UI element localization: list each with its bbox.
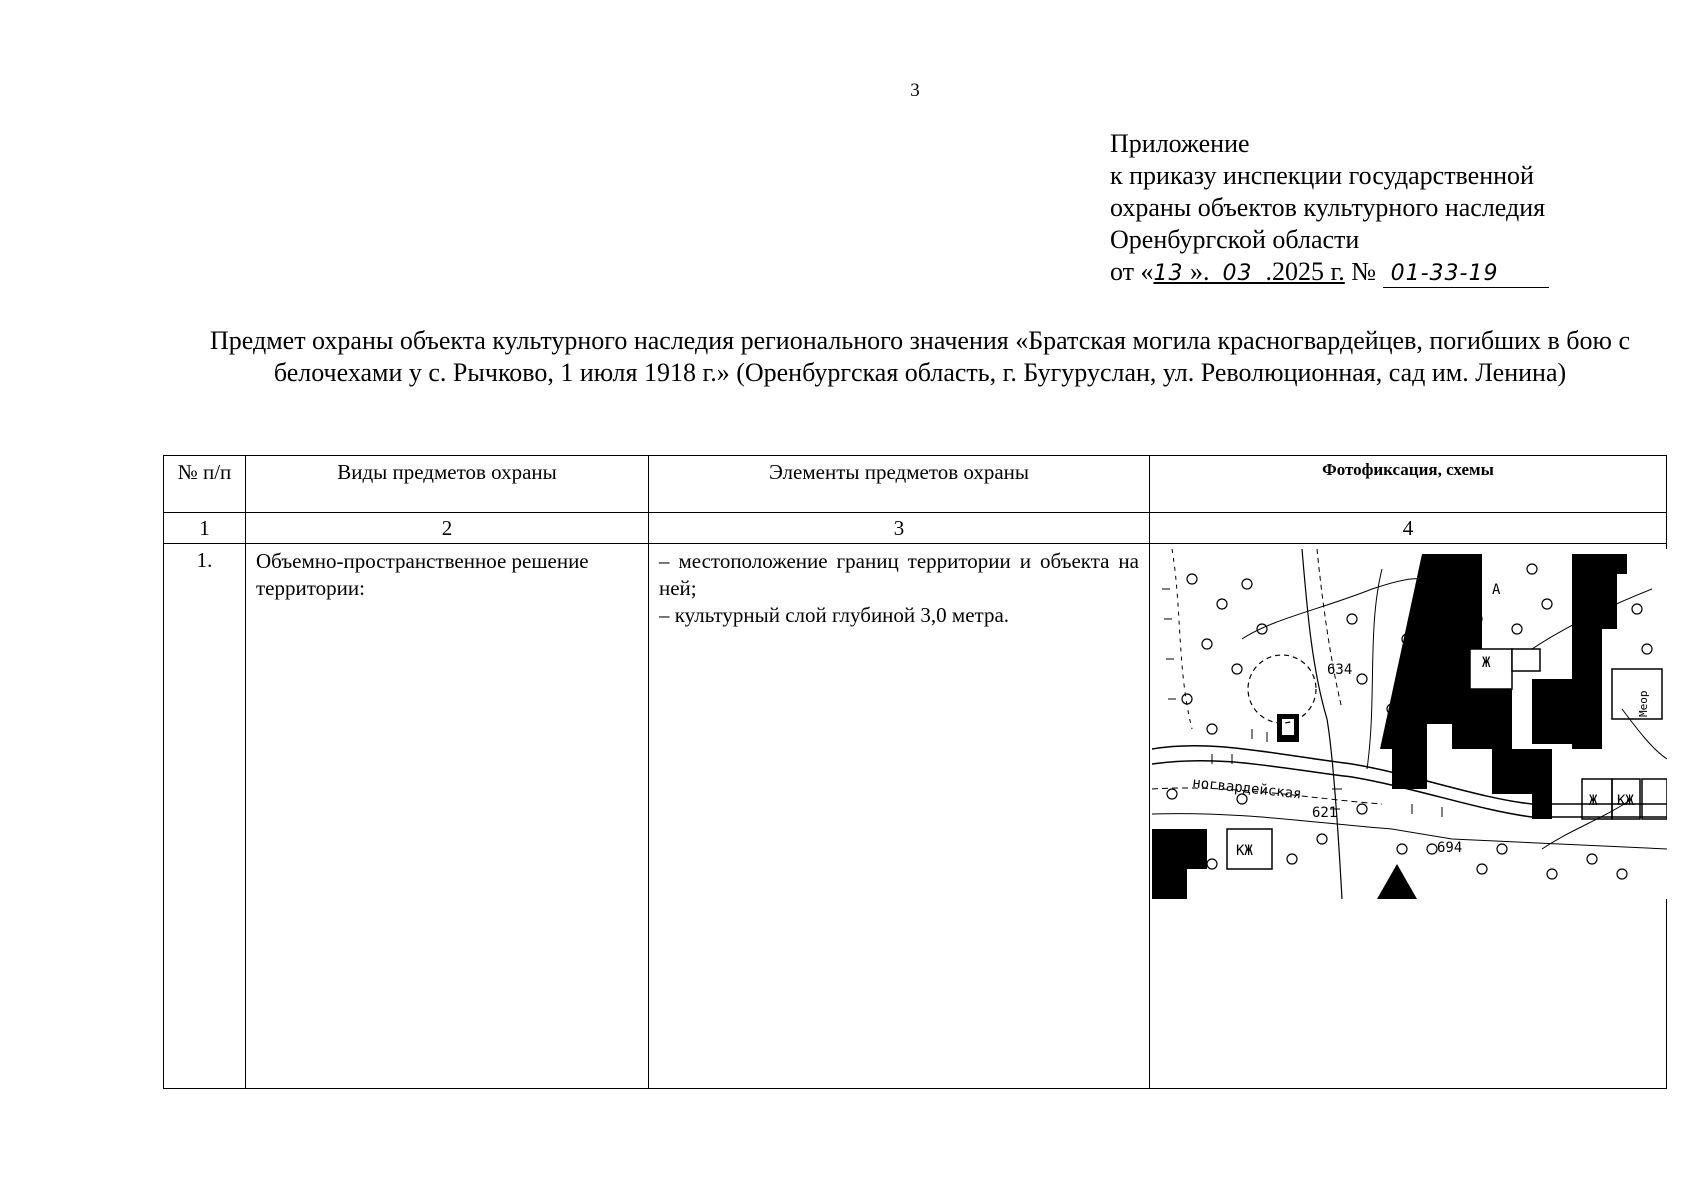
date-month: 03 [1222,261,1253,286]
appendix-line: к приказу инспекции государственной [1110,161,1534,190]
building-outline [1470,649,1512,689]
map-building-label: Меор [1637,690,1650,717]
column-number: 3 [649,513,1150,544]
monument-block [1282,719,1294,735]
appendix-line: охраны объектов культурного наследия [1110,193,1546,222]
page-number: 3 [910,80,920,101]
header-kinds: Виды предметов охраны [246,456,649,513]
map-elevation-label: 694 [1437,840,1463,856]
document-title: Предмет охраны объекта культурного наследия регионального значения «Братская могила красногвардейцев, погибших в бою с белочехами у с. Рычково, 1 июля 1918 г.» (Оренбургская область, г. Бугуруслан, ул. Революционная, сад им. Ленина) [210,326,1630,387]
map-building-label: 4 [1487,687,1496,703]
order-date-line [1110,256,1670,290]
element-item: – культурный слой глубиной 3,0 метра. [659,603,1010,627]
table-row [164,544,1667,1089]
date-prefix: от « [1110,257,1154,286]
order-number: 01-33-19 [1390,261,1499,286]
protection-table [163,455,1667,1089]
appendix-line: Оренбургской области [1110,225,1360,254]
header-photos: Фотофиксация, схемы [1150,456,1667,513]
date-year: .2025 г. [1265,257,1345,286]
row-number: 1. [164,544,246,1089]
order-date [1154,257,1345,286]
column-number: 1 [164,513,246,544]
table-header-row [164,456,1667,513]
map-building-label: Ж [1482,655,1491,671]
element-item: – местоположение границ территории и объекта на ней; [659,549,1139,600]
row-kind: Объемно-пространственное решение территории: [246,544,649,1089]
map-building-label: КЖ [1617,793,1634,809]
header-elements: Элементы предметов охраны [649,456,1150,513]
row-elements [649,544,1150,1089]
map-elevation-label: 621 [1312,805,1338,821]
building-outline [1512,649,1540,671]
map-elevation-label: 634 [1327,662,1353,678]
date-separator: ». [1190,257,1210,286]
number-prefix: № [1351,257,1377,286]
building-block [1532,679,1572,744]
column-number: 2 [246,513,649,544]
header-number: № п/п [164,456,246,513]
site-map [1152,549,1664,899]
date-day: 13 [1153,261,1184,286]
appendix-block [1110,128,1670,290]
map-building-label: Ж [1589,793,1598,809]
row-scheme [1150,544,1667,1089]
map-street-label: ногвардейская [1191,775,1303,803]
map-building-label: КЖ [1236,843,1253,859]
site-plan-map [1152,549,1667,899]
appendix-heading: Приложение [1110,129,1250,158]
map-building-label: А [1492,582,1501,598]
order-number-field [1383,259,1549,288]
column-number-row [164,513,1667,544]
column-number: 4 [1150,513,1667,544]
